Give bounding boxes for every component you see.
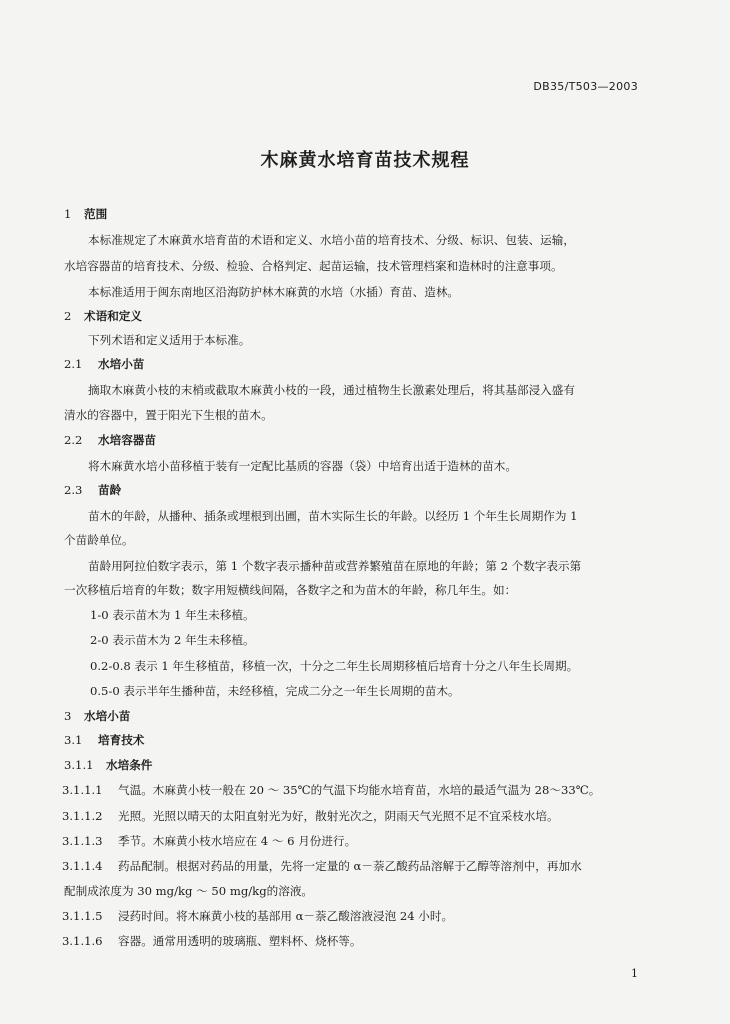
paragraph: 摘取木麻黄小枝的末梢或截取木麻黄小枝的一段，通过植物生长激素处理后，将其基部浸入盛有 (88, 383, 575, 397)
section-title: 范围 (84, 207, 108, 221)
example-line: 0.5-0 表示半年生播种苗，未经移植，完成二分之一年生长周期的苗木。 (90, 684, 460, 698)
page-number: 1 (631, 967, 638, 980)
section-number: 3 (64, 709, 72, 723)
clause-number: 3.1.1.4 (62, 859, 103, 873)
paragraph: 下列术语和定义适用于本标准。 (88, 333, 251, 347)
example-line: 0.2-0.8 表示 1 年生移植苗，移植一次，十分之二年生长周期移植后培育十分之八年生长周期。 (90, 659, 579, 673)
subsection-number: 2.1 (64, 357, 83, 371)
clause-continuation: 配制成浓度为 30 mg/kg ～ 50 mg/kg的溶液。 (64, 884, 314, 898)
subsection-title: 培育技术 (98, 733, 145, 747)
clause-text: 药品配制。根据对药品的用量，先将一定量的 α－萘乙酸药品溶解于乙醇等溶剂中，再加水 (118, 859, 582, 873)
subsection-title: 水培容器苗 (98, 433, 156, 447)
paragraph: 本标准规定了木麻黄水培育苗的术语和定义、水培小苗的培育技术、分级、标识、包装、运输， (88, 233, 575, 247)
subsubsection-title: 水培条件 (106, 758, 153, 772)
subsection-title: 苗龄 (98, 483, 122, 497)
paragraph-continuation: 一次移植后培育的年数；数字用短横线间隔，各数字之和为苗木的年龄，称几年生。如： (64, 583, 517, 597)
subsection-heading (64, 356, 144, 372)
clause-text: 容器。通常用透明的玻璃瓶、塑料杯、烧杯等。 (118, 934, 362, 948)
clause-item (62, 908, 453, 924)
clause-item (62, 858, 582, 874)
paragraph-continuation: 水培容器苗的培育技术、分级、检验、合格判定、起苗运输，技术管理档案和造林时的注意事项。 (64, 259, 563, 273)
subsection-number: 3.1 (64, 733, 83, 747)
subsection-heading (64, 482, 121, 498)
clause-item (62, 782, 600, 798)
clause-number: 3.1.1.2 (62, 809, 103, 823)
section-heading (64, 206, 107, 222)
clause-number: 3.1.1.1 (62, 783, 103, 797)
section-heading (64, 308, 142, 324)
example-line: 2-0 表示苗木为 2 年生未移植。 (90, 633, 255, 647)
section-title: 水培小苗 (84, 709, 131, 723)
example-line: 1-0 表示苗木为 1 年生未移植。 (90, 608, 255, 622)
subsubsection-heading (64, 757, 152, 773)
subsection-heading (64, 432, 156, 448)
clause-text: 浸药时间。将木麻黄小枝的基部用 α－萘乙酸溶液浸泡 24 小时。 (118, 909, 454, 923)
paragraph-continuation: 清水的容器中，置于阳光下生根的苗木。 (64, 408, 273, 422)
clause-item (62, 808, 559, 824)
clause-item (62, 833, 356, 849)
subsection-number: 2.3 (64, 483, 83, 497)
paragraph: 本标准适用于闽东南地区沿海防护林木麻黄的水培（水插）育苗、造林。 (88, 285, 460, 299)
paragraph: 苗龄用阿拉伯数字表示，第 1 个数字表示播种苗或营养繁殖苗在原地的年龄；第 2 个数字表示第 (88, 559, 582, 573)
clause-number: 3.1.1.3 (62, 834, 103, 848)
standard-code: DB35/T503—2003 (533, 80, 638, 93)
clause-text: 光照。光照以晴天的太阳直射光为好，散射光次之，阴雨天气光照不足不宜采枝水培。 (118, 809, 559, 823)
paragraph: 将木麻黄水培小苗移植于装有一定配比基质的容器（袋）中培育出适于造林的苗木。 (88, 459, 517, 473)
paragraph-continuation: 个苗龄单位。 (64, 533, 134, 547)
clause-number: 3.1.1.6 (62, 934, 103, 948)
clause-item (62, 933, 361, 949)
subsection-number: 2.2 (64, 433, 83, 447)
subsection-title: 水培小苗 (98, 357, 145, 371)
clause-text: 季节。木麻黄小枝水培应在 4 ～ 6 月份进行。 (118, 834, 357, 848)
section-number: 2 (64, 309, 72, 323)
section-number: 1 (64, 207, 72, 221)
subsection-heading (64, 732, 144, 748)
section-heading (64, 708, 130, 724)
subsubsection-number: 3.1.1 (64, 758, 94, 772)
clause-text: 气温。木麻黄小枝一般在 20 ～ 35℃的气温下均能水培育苗，水培的最适气温为 28～33℃。 (118, 783, 601, 797)
document-title: 木麻黄水培育苗技术规程 (260, 150, 470, 171)
clause-number: 3.1.1.5 (62, 909, 103, 923)
section-title: 术语和定义 (84, 309, 142, 323)
paragraph: 苗木的年龄，从播种、插条或埋根到出圃，苗木实际生长的年龄。以经历 1 个年生长周期作为 1 (88, 509, 578, 523)
